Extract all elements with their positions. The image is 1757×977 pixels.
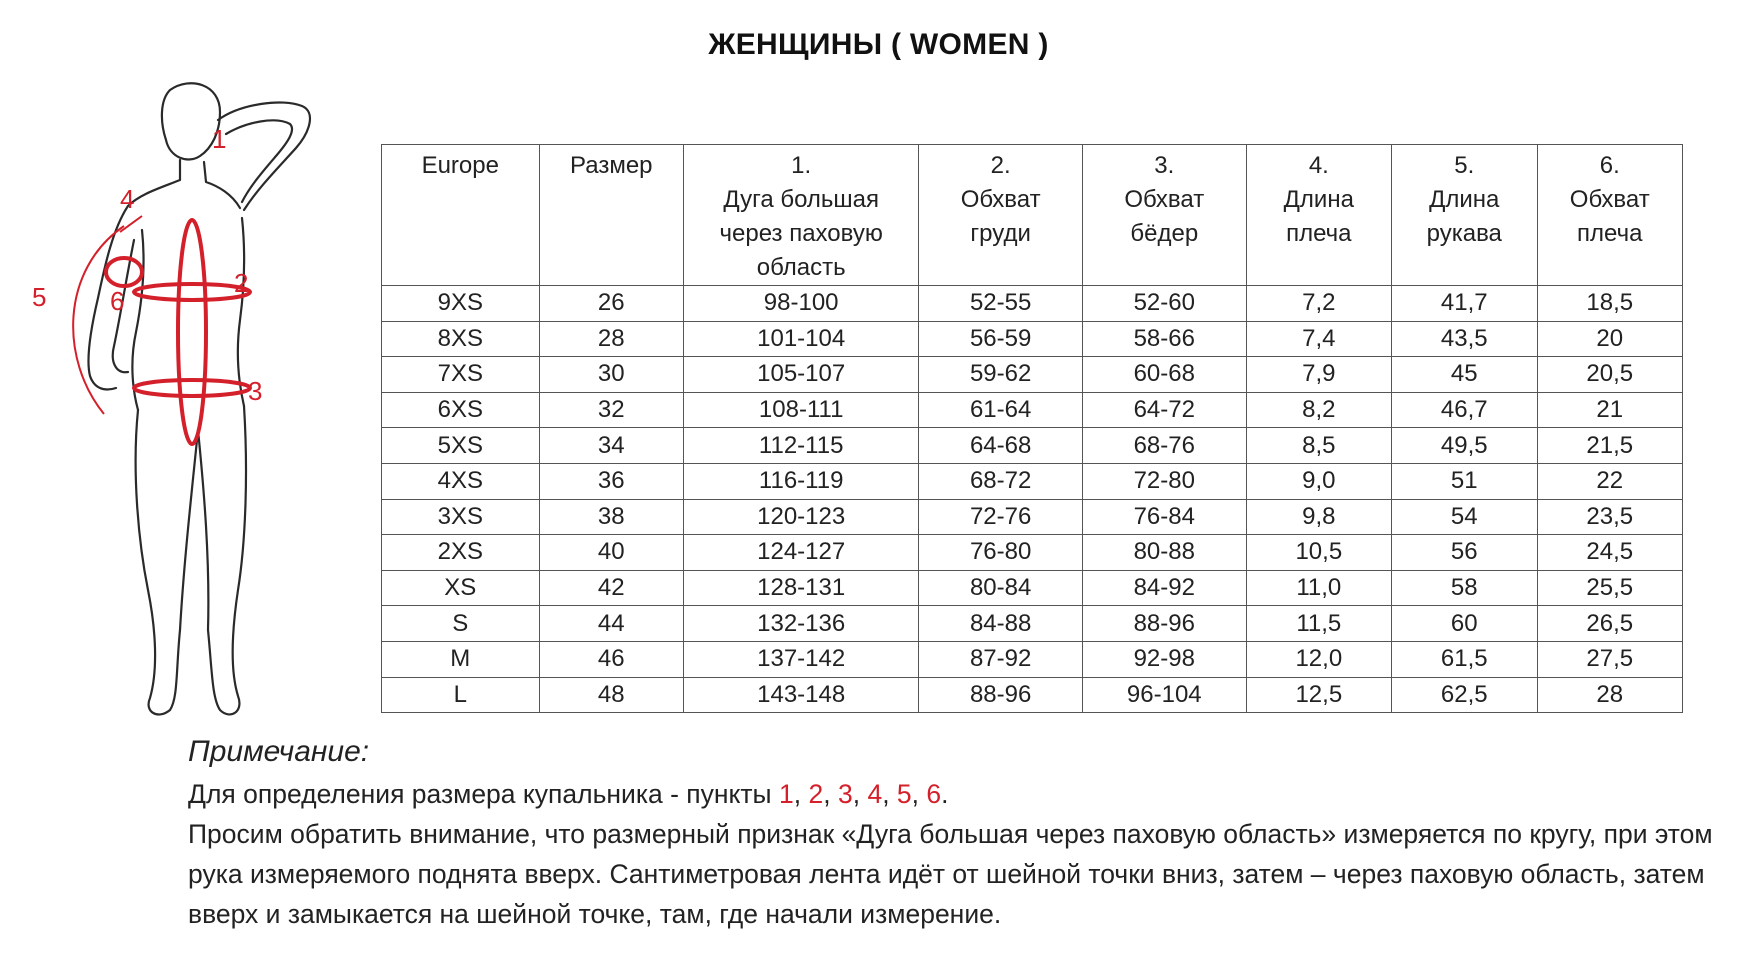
column-header: 4. Длина плеча: [1246, 145, 1391, 286]
column-header: 5. Длина рукава: [1392, 145, 1537, 286]
table-cell: 38: [539, 499, 683, 535]
table-cell: 52-60: [1082, 286, 1246, 322]
table-cell: 60-68: [1082, 357, 1246, 393]
table-row: [382, 357, 1683, 393]
table-cell: 56: [1392, 535, 1537, 571]
table-header-row: [382, 145, 1683, 286]
table-cell: 92-98: [1082, 641, 1246, 677]
table-cell: 28: [539, 321, 683, 357]
table-cell: 58-66: [1082, 321, 1246, 357]
table-cell: 26: [539, 286, 683, 322]
table-cell: 23,5: [1537, 499, 1683, 535]
table-cell: 72-80: [1082, 463, 1246, 499]
table-cell: 60: [1392, 606, 1537, 642]
point-5-label: 5: [32, 282, 47, 312]
table-cell: 28: [1537, 677, 1683, 713]
table-cell: 124-127: [684, 535, 919, 571]
table-cell: 64-68: [919, 428, 1083, 464]
column-header: 3. Обхват бёдер: [1082, 145, 1246, 286]
table-cell: 87-92: [919, 641, 1083, 677]
column-header: 1. Дуга большая через паховую область: [684, 145, 919, 286]
point-3-label: 3: [248, 376, 263, 406]
note-heading: Примечание:: [188, 735, 370, 768]
table-cell: 6XS: [382, 392, 540, 428]
table-cell: 56-59: [919, 321, 1083, 357]
table-cell: 11,5: [1246, 606, 1391, 642]
table-cell: 7,4: [1246, 321, 1391, 357]
table-cell: XS: [382, 570, 540, 606]
column-header: 2. Обхват груди: [919, 145, 1083, 286]
table-cell: 45: [1392, 357, 1537, 393]
table-cell: 68-72: [919, 463, 1083, 499]
table-cell: 7XS: [382, 357, 540, 393]
table-cell: 8,2: [1246, 392, 1391, 428]
table-cell: 27,5: [1537, 641, 1683, 677]
table-cell: 84-88: [919, 606, 1083, 642]
table-cell: 34: [539, 428, 683, 464]
table-cell: 98-100: [684, 286, 919, 322]
table-cell: 48: [539, 677, 683, 713]
table-cell: 51: [1392, 463, 1537, 499]
table-cell: 46: [539, 641, 683, 677]
table-cell: 64-72: [1082, 392, 1246, 428]
table-cell: 84-92: [1082, 570, 1246, 606]
table-cell: 61-64: [919, 392, 1083, 428]
table-cell: 61,5: [1392, 641, 1537, 677]
table-row: [382, 428, 1683, 464]
table-cell: 80-84: [919, 570, 1083, 606]
column-header: Europe: [382, 145, 540, 286]
body-outline-illustration: [20, 70, 320, 720]
table-cell: 21,5: [1537, 428, 1683, 464]
note-point: 4: [867, 779, 883, 809]
point-1-label: 1: [212, 124, 227, 154]
table-cell: 62,5: [1392, 677, 1537, 713]
table-cell: 21: [1537, 392, 1683, 428]
table-cell: 43,5: [1392, 321, 1537, 357]
note-point: 2: [808, 779, 824, 809]
point-6-label: 6: [110, 286, 125, 316]
note-line-points: Для определения размера купальника - пункты 1, 2, 3, 4, 5, 6.: [188, 779, 949, 809]
note-point: 1: [778, 779, 794, 809]
shoulder-length-line: [120, 216, 142, 232]
note-paragraph: Просим обратить внимание, что размерный признак «Дуга большая через паховую область» измеряется по кругу, при этом рука измеряемого поднята вверх. Сантиметровая лента идёт от шейной точки вниз, затем – через паховую область, затем вверх и замыкается на шейной точке, там, где начали измерение.: [188, 819, 1713, 929]
table-cell: 32: [539, 392, 683, 428]
page-title: ЖЕНЩИНЫ ( WOMEN ): [708, 28, 1049, 61]
hip-girth-line: [134, 380, 250, 396]
table-row: [382, 286, 1683, 322]
table-cell: 143-148: [684, 677, 919, 713]
table-cell: 54: [1392, 499, 1537, 535]
point-2-label: 2: [234, 268, 249, 298]
note-point: 5: [896, 779, 912, 809]
body-measurement-figure: [20, 70, 320, 720]
table-cell: 22: [1537, 463, 1683, 499]
table-row: [382, 535, 1683, 571]
table-cell: 20: [1537, 321, 1683, 357]
table-body: [382, 286, 1683, 713]
table-cell: 18,5: [1537, 286, 1683, 322]
table-cell: 20,5: [1537, 357, 1683, 393]
table-cell: 49,5: [1392, 428, 1537, 464]
table-cell: 10,5: [1246, 535, 1391, 571]
table-row: [382, 321, 1683, 357]
crotch-arc-line: [178, 220, 206, 444]
table-cell: 12,0: [1246, 641, 1391, 677]
sleeve-length-arc: [73, 226, 124, 414]
table-cell: 41,7: [1392, 286, 1537, 322]
table-cell: 7,2: [1246, 286, 1391, 322]
table-cell: L: [382, 677, 540, 713]
table-cell: 42: [539, 570, 683, 606]
table-cell: 2XS: [382, 535, 540, 571]
table-cell: 25,5: [1537, 570, 1683, 606]
note-section: [188, 732, 1728, 934]
note-point: 3: [837, 779, 853, 809]
table-cell: 128-131: [684, 570, 919, 606]
table-cell: M: [382, 641, 540, 677]
table-row: [382, 606, 1683, 642]
table-cell: 8XS: [382, 321, 540, 357]
chest-girth-line: [134, 284, 250, 300]
table-cell: 120-123: [684, 499, 919, 535]
table-cell: 7,9: [1246, 357, 1391, 393]
size-chart-table: [381, 144, 1683, 713]
table-cell: 5XS: [382, 428, 540, 464]
table-cell: S: [382, 606, 540, 642]
table-cell: 72-76: [919, 499, 1083, 535]
table-cell: 9XS: [382, 286, 540, 322]
table-cell: 59-62: [919, 357, 1083, 393]
table-cell: 105-107: [684, 357, 919, 393]
table-cell: 8,5: [1246, 428, 1391, 464]
table-cell: 132-136: [684, 606, 919, 642]
table-cell: 30: [539, 357, 683, 393]
table-cell: 9,8: [1246, 499, 1391, 535]
table-cell: 46,7: [1392, 392, 1537, 428]
table-row: [382, 499, 1683, 535]
table-cell: 24,5: [1537, 535, 1683, 571]
note-point: 6: [926, 779, 942, 809]
table-cell: 76-80: [919, 535, 1083, 571]
table-cell: 137-142: [684, 641, 919, 677]
table-cell: 52-55: [919, 286, 1083, 322]
table-row: [382, 392, 1683, 428]
table-cell: 12,5: [1246, 677, 1391, 713]
column-header: 6. Обхват плеча: [1537, 145, 1683, 286]
table-cell: 44: [539, 606, 683, 642]
table-row: [382, 570, 1683, 606]
table-cell: 96-104: [1082, 677, 1246, 713]
table-cell: 26,5: [1537, 606, 1683, 642]
table-cell: 88-96: [1082, 606, 1246, 642]
table-cell: 4XS: [382, 463, 540, 499]
table-cell: 101-104: [684, 321, 919, 357]
table-cell: 58: [1392, 570, 1537, 606]
column-header: Размер: [539, 145, 683, 286]
table-cell: 40: [539, 535, 683, 571]
table-row: [382, 677, 1683, 713]
table-cell: 88-96: [919, 677, 1083, 713]
table-cell: 76-84: [1082, 499, 1246, 535]
table-cell: 80-88: [1082, 535, 1246, 571]
table-row: [382, 641, 1683, 677]
table-cell: 68-76: [1082, 428, 1246, 464]
table-cell: 3XS: [382, 499, 540, 535]
table-cell: 11,0: [1246, 570, 1391, 606]
table-cell: 36: [539, 463, 683, 499]
table-row: [382, 463, 1683, 499]
table-cell: 116-119: [684, 463, 919, 499]
table-cell: 108-111: [684, 392, 919, 428]
point-4-label: 4: [120, 184, 135, 214]
shoulder-girth-line: [106, 258, 142, 286]
table-cell: 9,0: [1246, 463, 1391, 499]
table-cell: 112-115: [684, 428, 919, 464]
